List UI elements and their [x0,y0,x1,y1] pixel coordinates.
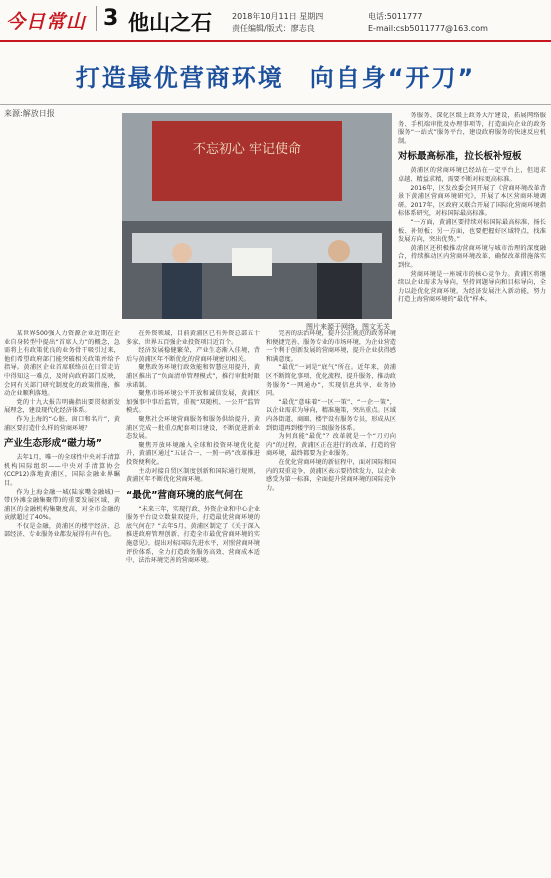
subheading: “最优”营商环境的底气何在 [126,489,243,501]
photo-caption: 图片来源于网络，图文无关 [306,323,390,331]
paragraph: 完善的法治环境，提升公正规范的政务环境和便捷完善、服务专业的市场环境，为企业营造一个利于创新发展的营商环境，提升企业获得感和满意度。 [266,330,396,363]
paragraph: 聚焦社会环境营商服务和服务供给提升，黄浦区完成一批重点配套项目建设，不断促进新业态发展。 [126,415,260,441]
column-2 [126,330,260,875]
phone: 电话:5011777 [368,12,423,21]
headline-rule [0,104,551,105]
photo-wall-text: 不忘初心 牢记使命 [192,142,302,157]
paragraph: 营商环境是一座城市的核心竞争力。黄浦区将继续以企业需求为导向，坚持问题导向和目标导向，全力以赴优化营商环境，为经济发展注入新动能，努力打造上海营商环境的“最优”样本。 [398,270,546,304]
column-4 [398,112,546,875]
paragraph: “一方面，黄浦区要持续对标国际最高标准，扬长板、补短板；另一方面，也要把握好区域特点，找准发展方向，突出优势。” [398,218,546,244]
paragraph: 黄浦区还积极推动营商环境与城市治理的深度融合，持续推动区内营商环境改革，确保改革措施落实到位。 [398,244,546,269]
paragraph: 在外资领域，目前黄浦区已有外资总部五十多家、世界五百强企业投资项目近百个。 [126,330,260,346]
masthead-rule [0,40,551,42]
article-source: 来源:解放日报 [4,109,55,118]
paragraph: 不仅是金融，黄浦区的楼宇经济、总部经济、专业服务业都发展得有声有色。 [4,522,120,539]
paragraph: 经济发展稳健繁荣，产业生态渐入佳境，背后与黄浦区年不断优化的营商环境密切相关。 [126,347,260,363]
paragraph: 2016年，区发改委会同开展了《营商环境改革背景下黄浦区营商环境研究》，开展了本区营商环境调研。2017年，区政府又联合开展了国际化营商环境指标体系研究，对标国际最高标准。 [398,184,546,218]
paragraph: “最优”一词是“底气”所在。近年来，黄浦区不断简化事项、优化流程、提升服务，推动政务服务“一网通办”，实现信息共享、业务协同。 [266,364,396,398]
masthead [0,0,551,42]
newspaper-logo: 今日常山 [6,11,87,33]
paragraph: 作为上海的“心脏、窗口和名片”，黄浦区要打造什么样的营商环境？ [4,415,120,432]
paragraph: “最优”意味着“一区一策”、“一企一策”，以企业需求为导向，精准施策，突出重点。区域内各街道、商圈、楼宇设有服务专员，形成从区到街道再到楼宇的三级服务体系。 [266,398,396,432]
paragraph: “未来三年，实现行政、外资企业和中心企业服务平台设立数量双提升，打造最优营商环境的底气何在？”去年5月，黄浦区制定了《关于深入推进政府管理创新、打造全市最优营商环境的实施意见》，提出对标国际先进水平，对照营商环境评价体系，全力打造政务服务高效、营商成本适中、法治环境完善的营商环境。 [126,505,260,565]
subheading: 产业生态形成“磁力场” [4,438,102,450]
article-photo [122,113,392,319]
paragraph: 聚焦开放环境融入全球和投资环境优化提升，黄浦区通过“五证合一、一照一码”改革推进投资便利化。 [126,441,260,466]
article-headline: 打造最优营商环境 向自身“开刀” [75,64,476,92]
email: E-mail:csb5011777@163.com [368,24,488,33]
paragraph: 某世界500强人力资源企业近期在企业自身转型中提出“首席人力”的概念，急需将上有政策优良的业务骨干吸引过来，他们希望政府部门能突破相关政策并给予指导。黄浦区企业首席联络员在日常走访中得知这一难点，及时向政府部门反映，会同有关部门研究制度化的政策措施，推动企业顺利落地。 [4,330,120,398]
issue-date: 2018年10月11日 星期四 [232,12,324,21]
page-number: 3 [96,6,118,31]
subheading: 对标最高标准，拉长板补短板 [398,151,522,163]
paragraph: 为何真能“最优”？改革就是一个“刀刃向内”的过程，黄浦区正在进行的改革，打造的营商环境，最终都要为企业服务。 [266,433,396,458]
paragraph: 聚焦市场环境公平开放和诚信发展，黄浦区加强事中事后监管，重视“双随机、一公开”监管模式。 [126,390,260,415]
section-title: 他山之石 [128,10,212,35]
paragraph: 黄浦区的营商环境已经站在一定平台上，但追求卓越、精益求精，需要不断对标更高标准。 [398,167,546,183]
paragraph: 去年1月，唯一的全球性中央对手清算机构国际组织——中央对手清算协会(CCP12)落地黄浦区，国际金融业界瞩目。 [4,454,120,487]
paragraph: 在优化营商环境的新征程中，面对国际和国内的双重竞争，黄浦区表示要持续发力，以企业感受为第一标准，全面提升营商环境的国际竞争力。 [266,458,396,492]
paragraph: 聚焦政务环境行政效能和智慧应用提升，黄浦区推出了“负面清单管理模式”，推行审批时限承诺制。 [126,364,260,389]
column-3 [266,330,396,875]
paragraph: 主动对接自贸区制度创新和国际通行规则，黄浦区年不断优化营商环境。 [126,467,260,484]
photo-illustration [122,113,392,319]
editor-credit: 责任编辑/版式：廖志良 [232,24,315,33]
paragraph: 务服务、深化区级上政务大厅建设，拓展网络服务、手机端审批及办理事项等，打造面向企业的政务服务“一站式”服务平台，建设政府服务的快速反应机制。 [398,112,546,145]
paragraph: 党的十九大报告明确指出要贯彻新发展理念，建设现代化经济体系。 [4,398,120,415]
paragraph: 作为上海金融一城(陆家嘴金融城)一带(外滩金融集聚带)的重要发展区域，黄浦区的金融机构集聚度高，对全市金融的贡献超过了40%。 [4,488,120,522]
column-1 [4,330,120,875]
